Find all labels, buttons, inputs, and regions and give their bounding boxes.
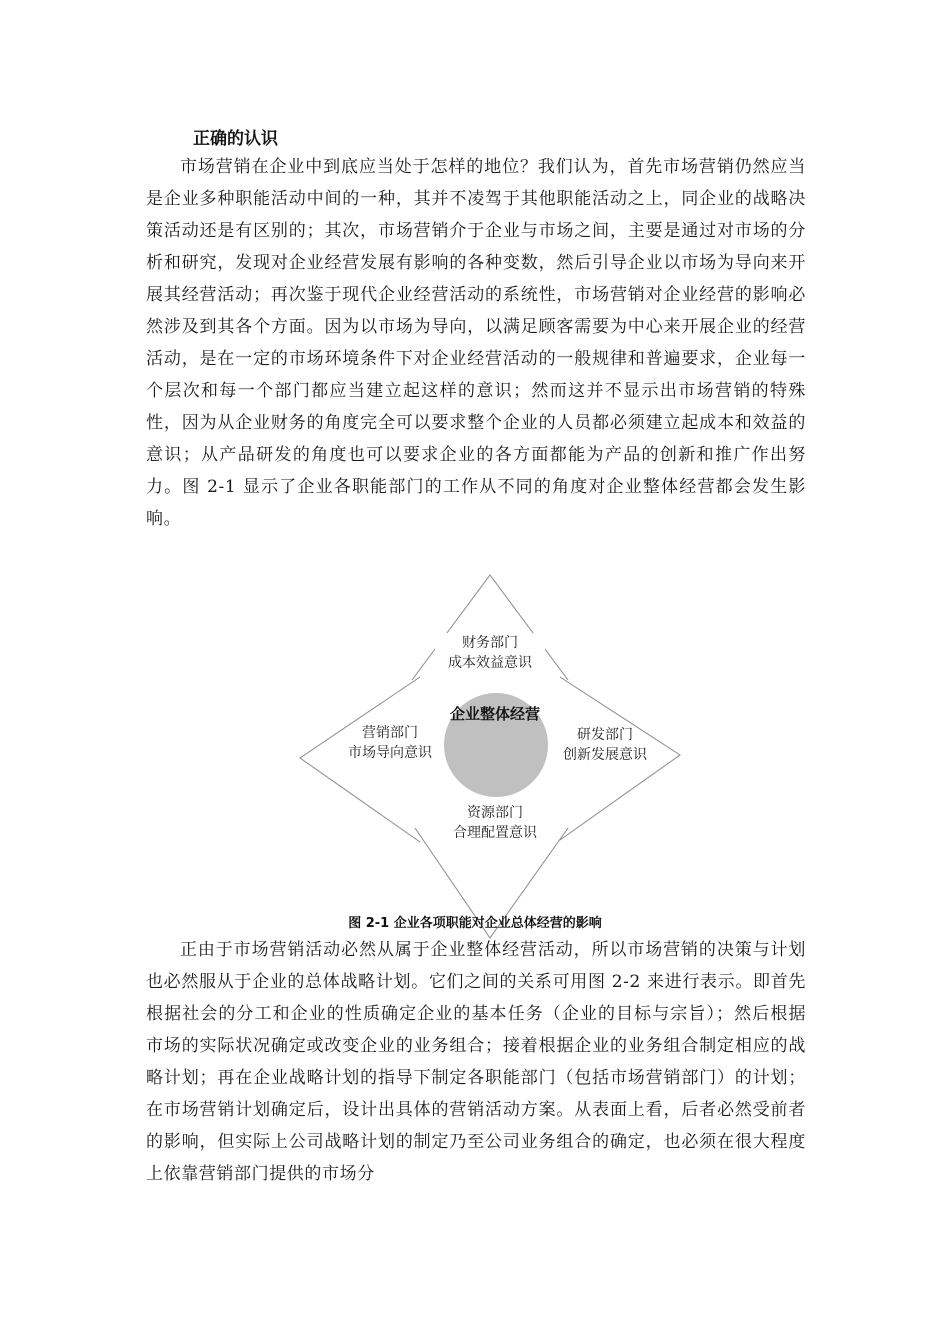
center-label: 企业整体经营: [450, 705, 541, 723]
finance-dept-awareness: 成本效益意识: [448, 655, 532, 671]
marketing-dept-label: [335, 723, 445, 763]
body-paragraph-1: 市场营销在企业中到底应当处于怎样的地位？我们认为，首先市场营销仍然应当是企业多种职能活动中间的一种，其并不凌驾于其他职能活动之上，同企业的战略决策活动还是有区别的；其次，市场营销介于企业与市场之间，主要是通过对市场的分析和研究，发现对企业经营发展有影响的各种变数，然后引导企业以市场为导向来开展其经营活动；再次鉴于现代企业经营活动的系统性，市场营销对企业经营的影响必然涉及到其各个方面。因为以市场为导向，以满足顾客需要为中心来开展企业的经营活动，是在一定的市场环境条件下对企业经营活动的一般规律和普遍要求，企业每一个层次和每一个部门都应当建立起这样的意识；然而这并不显示出市场营销的特殊性，因为从企业财务的角度完全可以要求整个企业的人员都必须建立起成本和效益的意识；从产品研发的角度也可以要求企业的各方面都能为产品的创新和推广作出努力。图 2-1 显示了企业各职能部门的工作从不同的角度对企业整体经营都会发生影响。: [146, 157, 806, 529]
resource-dept-label: [440, 803, 550, 843]
rnd-dept-name: 研发部门: [577, 727, 633, 743]
body-paragraph-2: 正由于市场营销活动必然从属于企业整体经营活动，所以市场营销的决策与计划也必然服从于企业的总体战略计划。它们之间的关系可用图 2-2 来进行表示。即首先根据社会的分工和企业的性质确定企业的基本任务（企业的目标与宗旨）；然后根据市场的实际状况确定或改变企业的业务组合；接着根据企业的业务组合制定相应的战略计划；再在企业战略计划的指导下制定各职能部门（包括市场营销部门）的计划；在市场营销计划确定后，设计出具体的营销活动方案。从表面上看，后者必然受前者的影响，但实际上公司战略计划的制定乃至公司业务组合的确定，也必须在很大程度上依靠营销部门提供的市场分: [146, 940, 806, 1184]
resource-dept-name: 资源部门: [467, 805, 523, 821]
finance-dept-label: [435, 633, 545, 673]
section-heading: 正确的认识: [193, 129, 278, 149]
figure-caption: 图 2-1 企业各项职能对企业总体经营的影响: [348, 916, 602, 931]
finance-dept-name: 财务部门: [462, 635, 518, 651]
rnd-dept-awareness: 创新发展意识: [563, 747, 647, 763]
marketing-dept-awareness: 市场导向意识: [348, 745, 432, 761]
resource-dept-awareness: 合理配置意识: [453, 825, 537, 841]
rnd-dept-label: [545, 725, 665, 765]
figure-2-1: [290, 570, 690, 940]
marketing-dept-name: 营销部门: [362, 725, 418, 741]
